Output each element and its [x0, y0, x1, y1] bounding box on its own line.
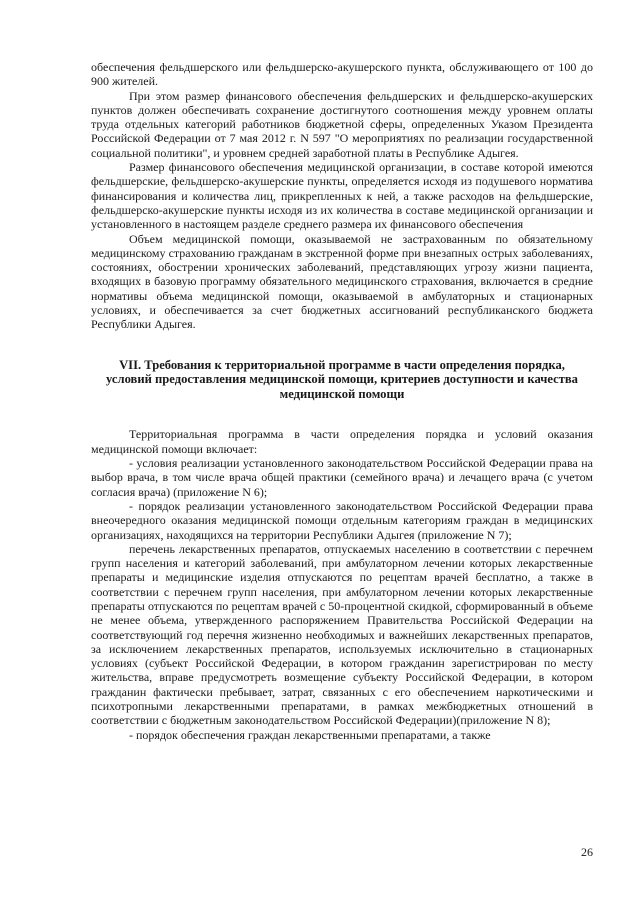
body-text-top — [91, 60, 593, 332]
paragraph: Размер финансового обеспечения медицинской организации, в составе которой имеются фельдшерские, фельдшерско-акушерские пункты, определяется исходя из подушевого норматива финансирования и количества лиц, прикрепленных к ней, а также расходов на фельдшерские, фельдшерско-акушерские пункты исходя из их количества в составе медицинской организации и установленного в настоящем разделе среднего размера их финансового обеспечения — [91, 160, 593, 232]
paragraph: Объем медицинской помощи, оказываемой не застрахованным по обязательному медицинскому страхованию гражданам в экстренной форме при внезапных острых заболеваниях, состояниях, обострении хронических заболеваний, представляющих угрозу жизни пациента, входящих в базовую программу обязательного медицинского страхования, включается в средние нормативы объема медицинской помощи, оказываемой в амбулаторных и стационарных условиях, и обеспечивается за счет бюджетных ассигнований республиканского бюджета Республики Адыгея. — [91, 231, 593, 332]
paragraph: - порядок обеспечения граждан лекарственными препаратами, а также — [129, 727, 491, 742]
section-heading: VII. Требования к территориальной программе в части определения порядка, условий предоставления медицинской помощи, критериев доступности и качества медицинской помощи — [106, 357, 578, 401]
paragraph: обеспечения фельдшерского или фельдшерско-акушерского пункта, обслуживающего от 100 до 900 жителей. — [91, 60, 593, 89]
paragraph: Территориальная программа в части определения порядка и условий оказания медицинской помощи включает: — [91, 427, 593, 456]
page-number: 26 — [581, 845, 593, 859]
paragraph: - условия реализации установленного законодательством Российской Федерации права на выбор врача, в том числе врача общей практики (семейного врача) и лечащего врача (с учетом согласия врача) (приложение N 6); — [91, 456, 593, 499]
body-text-bottom — [91, 427, 593, 742]
paragraph: - порядок реализации установленного законодательством Российской Федерации права внеочередного оказания медицинской помощи отдельным категориям граждан в медицинских организациях, находящихся на территории Республики Адыгея (приложение N 7); — [91, 498, 593, 542]
paragraph: перечень лекарственных препаратов, отпускаемых населению в соответствии с перечнем групп населения и категорий заболеваний, при амбулаторном лечении которых лекарственные препараты и медицинские изделия отпускаются по рецептам врачей бесплатно, а также в соответствии с перечнем групп населения, при амбулаторном лечении которых лекарственные препараты отпускаются по рецептам врачей с 50-процентной скидкой, сформированный в объеме не менее объема, утвержденного распоряжением Правительства Российской Федерации на соответствующий год перечня жизненно необходимых и важнейших лекарственных препаратов, за исключением лекарственных препаратов, используемых исключительно в стационарных условиях (субъект Российской Федерации, в котором гражданин зарегистрирован по месту жительства, вправе предусмотреть возмещение субъекту Российской Федерации, в котором гражданин фактически пребывает, затрат, связанных с его обеспечением наркотическими и психотропными лекарственными препаратами, в рамках межбюджетных отношений в соответствии с бюджетным законодательством Российской Федерации)(приложение N 8); — [91, 541, 593, 728]
paragraph: При этом размер финансового обеспечения фельдшерских и фельдшерско-акушерских пунктов должен обеспечивать сохранение достигнутого соотношения между уровнем оплаты труда отдельных категорий работников бюджетной сферы, определенных Указом Президента Российской Федерации от 7 мая 2012 г. N 597 "О мероприятиях по реализации государственной социальной политики", и уровнем средней заработной платы в Республике Адыгея. — [91, 88, 593, 160]
